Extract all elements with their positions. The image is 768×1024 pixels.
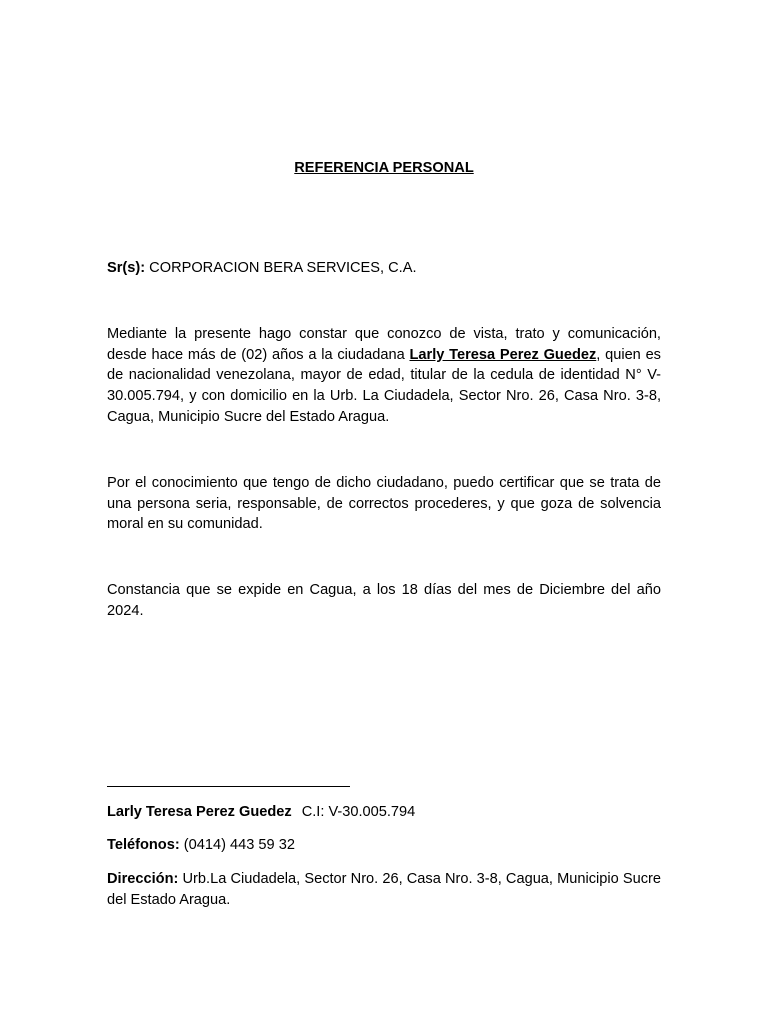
recipient-label: Sr(s):	[107, 260, 146, 276]
recipient-value: CORPORACION BERA SERVICES, C.A.	[149, 260, 417, 276]
paragraph-issuance: Constancia que se expide en Cagua, a los 18 días del mes de Diciembre del año 2024.	[107, 582, 661, 619]
signature-line	[107, 786, 350, 787]
phone-label: Teléfonos:	[107, 837, 180, 853]
address-value: Urb.La Ciudadela, Sector Nro. 26, Casa Nro. 3-8, Cagua, Municipio Sucre del Estado Aragua.	[107, 871, 662, 908]
signature-name-line	[107, 802, 661, 823]
signature-address-line	[107, 869, 661, 910]
document-title: REFERENCIA PERSONAL	[294, 160, 474, 176]
signature-phone-line	[107, 835, 661, 856]
paragraph-acquaintance	[107, 324, 661, 428]
signature-id: C.I: V-30.005.794	[301, 804, 416, 820]
phone-value: (0414) 443 59 32	[183, 837, 295, 853]
paragraph-1-details: , quien es de nacionalidad venezolana, mayor de edad, titular de la cedula de identidad N° V-30.005.794, y con domicilio en la Urb. La Ciudadela, Sector Nro. 26, Casa Nro. 3-8, Cagua, Municipio Sucre del Estado Aragua.	[107, 346, 661, 425]
paragraph-1-intro: Mediante la presente hago constar que conozco de vista, trato y comunicación, desde hace más de (02) años a la ciudadana	[107, 326, 661, 363]
paragraph-certification: Por el conocimiento que tengo de dicho ciudadano, puedo certificar que se trata de una persona seria, responsable, de correctos procederes, y que goza de solvencia moral en su comunidad.	[107, 475, 661, 533]
address-label: Dirección:	[107, 871, 179, 887]
signature-name: Larly Teresa Perez Guedez	[107, 804, 292, 820]
person-name: Larly Teresa Perez Guedez	[409, 346, 597, 363]
recipient-line	[107, 258, 661, 279]
